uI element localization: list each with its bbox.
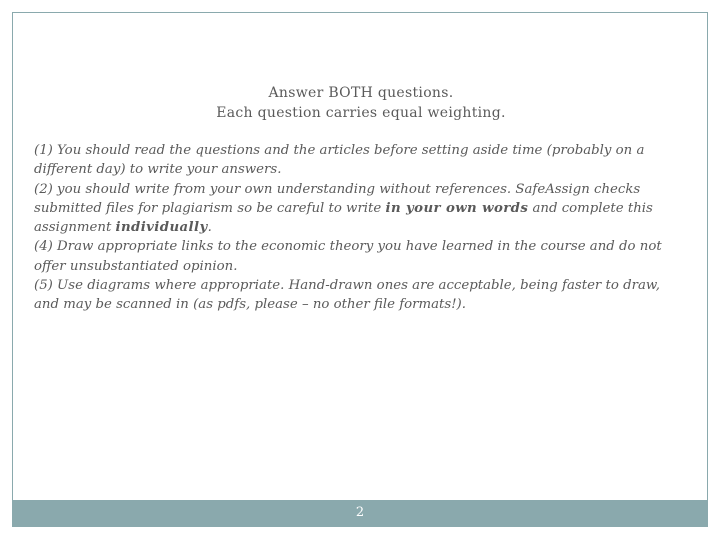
instruction-2-text: (2) you should write from your own understanding without references. SafeAssign checks submitted files for plagiarism so be careful to write xyxy=(34,181,641,216)
instruction-1: (1) You should read the questions and the articles before setting aside time (probably on a different day) to write your answers. xyxy=(34,143,645,178)
footer-bar xyxy=(13,500,707,526)
instruction-2-end: . xyxy=(207,220,212,236)
emphasis-own-words: in your own words xyxy=(385,200,529,216)
slide xyxy=(12,12,708,527)
heading-line-2: Each question carries equal weighting. xyxy=(216,105,506,121)
heading-line-1: Answer BOTH questions. xyxy=(268,85,454,101)
instruction-2 xyxy=(34,180,674,238)
instructions-block xyxy=(34,141,674,315)
slide-heading xyxy=(13,83,709,123)
page-number: 2 xyxy=(355,505,365,520)
instruction-5: (5) Use diagrams where appropriate. Hand-drawn ones are acceptable, being faster to draw, and may be scanned in (as pdfs, please – no other file formats!). xyxy=(34,278,660,313)
instruction-4: (4) Draw appropriate links to the economic theory you have learned in the course and do not offer unsubstantiated opinion. xyxy=(34,239,662,274)
instruction-2-mid: and complete this assignment xyxy=(34,200,653,236)
emphasis-individually: individually xyxy=(115,220,208,236)
